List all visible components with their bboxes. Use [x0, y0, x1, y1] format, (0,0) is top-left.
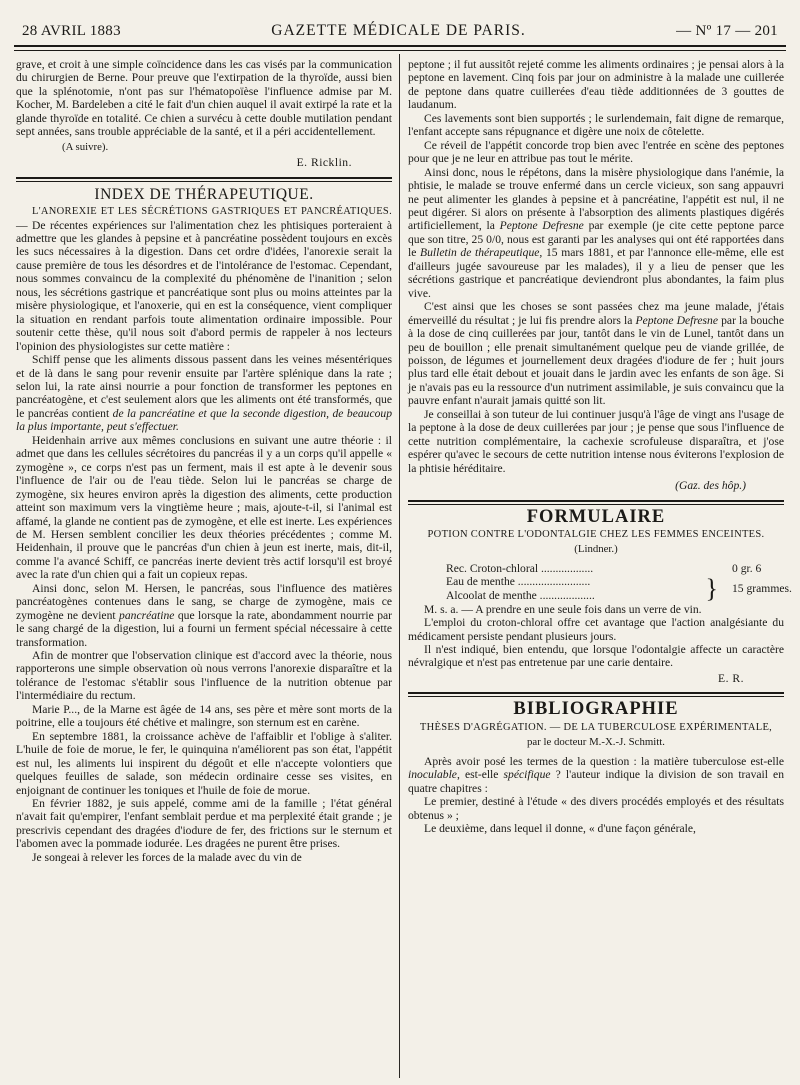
rx-quantity: 0 gr. 6	[732, 561, 762, 575]
source-citation: (Gaz. des hôp.)	[675, 479, 746, 493]
paragraph: Ces lavements sont bien supportés ; le surlendemain, fait digne de remarque, l'enfant accepte sans répugnance et digère une noix de côtelette.	[408, 111, 784, 139]
rx-ingredient: Alcoolat de menthe ...................	[446, 589, 595, 603]
header-date: 28 AVRIL 1883	[22, 23, 121, 39]
right-column	[408, 58, 792, 835]
section-separator-thin	[16, 181, 392, 182]
rx-ingredient: Rec. Croton-chloral ..................	[446, 561, 594, 575]
section-separator	[16, 177, 392, 179]
section-title-formulaire: FORMULAIRE	[526, 506, 666, 527]
rx-quantity: 15 grammes.	[732, 582, 792, 596]
newspaper-page	[14, 14, 792, 1078]
paragraph: Marie P..., de la Marne est âgée de 14 ans, ses père et mère sont morts de la poitrine, elle a toujours été chétive et malingre, son sternum est en carène.	[16, 702, 392, 730]
paragraph: C'est ainsi que les choses se sont passées chez ma jeune malade, j'étais émerveillé du résultat ; je lui fis prendre alors la Peptone Defresne par la bouche à la dose de cinq cuillerées par jour, tantôt dans le vin de Lunel, tantôt dans un peu de bouillon ; elle prenait simultanément quelque peu de viande grillée, de poisson, de légumes et journellement deux dragées d'iodure de fer ; huit jours plus tard elle était debout et jouait dans le jardin avec les enfants de son âge. Si je n'avais pas eu la ressource d'un nutriment assimilable, je suis convaincu que la pauvre enfant n'aurait jamais quitté son lit.	[408, 300, 784, 408]
paragraph: Ainsi donc, selon M. Hersen, le pancréas, sous l'influence des matières pancréatogènes contenues dans le sang, se charge de zymogène, mais ce zymogène ne devient pancréatine que lorsque la rate, abondamment nourrie par le sang chargé de la digestion, lui a fourni un ferment spécial nécessaire à cette transformation.	[16, 581, 393, 649]
formula-author: (Lindner.)	[574, 543, 618, 556]
paragraph: Après avoir posé les termes de la question : la matière tuberculose est-elle inoculable, est-elle spécifique ? l'auteur indique la division de son travail en quatre chapitres :	[408, 754, 784, 795]
paragraph: Ainsi donc, nous le répétons, dans la misère physiologique dans l'anémie, la phtisie, le malade se trouve enfermé dans un cercle vicieux, son sang appauvri ne peut alimenter les glandes à pepsine et à pancréatine, l'appétit est nul, il ne peut digérer. Si alors on présente à l'absorption des aliments plastiques digérés artificiellement, la Peptone Defresne par exemple (je cite cette peptone parce que son titre, 25 0/0, nous est garanti par les analyses qui ont été rapportées dans le Bulletin de thérapeutique, 15 mars 1881, et par l'annonce elle-même, elle est d'ailleurs jugée savoureuse par les malades), il y a lieu de penser que les sécrétions gastrique et pancréatique deviendront plus abondantes, la faim plus vive.	[408, 165, 784, 300]
paragraph: Je conseillai à son tuteur de lui continuer jusqu'à l'âge de vingt ans l'usage de la peptone à la dose de deux cuillerées par jour ; je pense que sous l'influence de cette nutrition complémentaire, la cachexie scrofuleuse disparaîtra, et j'ose espérer qu'avec le secours de cette nutrition intense nous éviterons l'explosion de la phtisie héréditaire.	[408, 407, 784, 475]
paragraph: M. s. a. — A prendre en une seule fois dans un verre de vin.	[424, 602, 702, 616]
paragraph: En février 1882, je suis appelé, comme ami de la famille ; l'état général n'avait fait qu'empirer, l'enfant semblait perdue et ma perplexité était grande ; je prescrivis cependant des dragées d'iodure de fer, des frictions sur le sternum et l'abomen avec la pommade iodurée. Les dragées ne purent être prises.	[16, 797, 392, 851]
paragraph: L'emploi du croton-chloral offre cet avantage que l'action analgésiante du médicament persiste pendant plusieurs jours.	[408, 616, 784, 643]
section-separator-thin	[408, 504, 784, 505]
paragraph: Schiff pense que les aliments dissous passent dans les veines mésentériques et de là dans le sang pour revenir ensuite par l'artère splénique dans la rate ; selon lui, la rate ainsi nourrie a pour fonction de transformer les peptones en pancréatogène, et c'est seulement alors que les aliments ont été transformés, que le pancréas contient de la pancréatine et que la seconde digestion, de beaucoup la plus importante, peut s'effectuer.	[16, 353, 392, 434]
column-divider	[399, 54, 400, 1078]
paragraph: peptone ; il fut aussitôt rejeté comme les aliments ordinaires ; je pensai alors à la peptone en lavement. Cinq fois par jour on administre à la malade une cuillerée de peptone dans quatre cuillerées d'eau tiède additionnées de 3 gouttes de laudanum.	[408, 58, 784, 112]
paragraph: Ce réveil de l'appétit concorde trop bien avec l'entrée en scène des peptones pour que je ne leur en attribue pas tout le mérite.	[408, 138, 784, 166]
journal-title: GAZETTE MÉDICALE DE PARIS.	[271, 22, 526, 39]
paragraph: grave, et croit à une simple coïncidence dans les cas visés par la communication du chirurgien de Berne. Pour preuve que l'extirpation de la thyroïde, aussi bien que la splénotomie, n'ont pas sur l'hématopoïèse l'influence admise par M. Kocher, M. Bardeleben a cité le fait d'un chien auquel il avait extirpé la rate et la glande thyroïde en totalité. Ce chien a survécu à cette double mutilation pendant sept années, sans trouble appréciable de la santé, et il a péri accidentellement.	[16, 58, 392, 139]
paragraph: Heidenhain arrive aux mêmes conclusions en suivant une autre théorie : il admet que dans les cellules sécrétoires du pancréas il y a un corps qu'il appelle « zymogène », ce corps n'est pas un ferment, mais il est apte à le devenir sous l'influence de l'air ou de l'eau tiède. Selon lui le pancréas se charge de zymogène, six heures environ après la digestion des aliments, cette production atteint son maximum vers la vingtième heure ; mais, ajoute-t-il, si l'animal est affamé, la glande ne contient pas de zymogène, et elle est inerte. Les expériences de M. Hersen semblent concilier les deux théories précédentes ; comme M. Heidenhain, il prouve que le pancréas d'un chien à jeun est inerte, mais, dit-il, comme l'a avancé Schiff, ce pancréas inerte devient très actif lorsqu'il est broyé avec la rate d'un chien qui a fait un copieux repas.	[16, 433, 392, 582]
paragraph: Il n'est indiqué, bien entendu, que lorsque l'odontalgie affecte un caractère névralgique et n'est pas entretenue par une carie dentaire.	[408, 643, 784, 670]
page-header	[14, 14, 786, 44]
author-signature: E. Ricklin.	[296, 156, 352, 170]
left-column	[16, 58, 392, 864]
header-rule-thin	[14, 50, 786, 51]
paragraph: En septembre 1881, la croissance achève de l'affaiblir et l'oblige à s'aliter. L'huile de foie de morue, le fer, le quinquina n'améliorent pas son état, l'appétit est nul, les aliments lui inspirent du dégoût et elle n'accepte volontiers que quelques feuilles de salade, son médecin ordinaire cesse ses visites, en enjoignant de continuer les toniques et l'huile de foie de morue.	[16, 729, 392, 797]
prescription-table	[446, 561, 792, 604]
issue-page-number: — Nº 17 — 201	[676, 23, 778, 39]
header-rule-thick	[14, 45, 786, 47]
formula-title: POTION CONTRE L'ODONTALGIE CHEZ LES FEMMES ENCEINTES.	[427, 528, 765, 540]
paragraph: Le premier, destiné à l'étude « des divers procédés employés et des résultats obtenus » ;	[408, 795, 784, 822]
paragraph: Afin de montrer que l'observation clinique est d'accord avec la théorie, nous rapporterons une simple observation où nous verrons l'anorexie disparaître et la tolérance de l'estomac s'établir sous l'influence de la nutrition obtenue par l'intermédiaire du rectum.	[16, 649, 392, 703]
section-separator	[408, 692, 784, 694]
author-signature: E. R.	[717, 671, 744, 685]
paragraph: Le deuxième, dans lequel il donne, « d'une façon générale,	[424, 821, 696, 835]
section-title-bibliographie: BIBLIOGRAPHIE	[513, 699, 679, 720]
rx-brace: }	[705, 574, 718, 604]
section-separator	[408, 500, 784, 502]
bibliography-heading: THÈSES D'AGRÉGATION. — DE LA TUBERCULOSE EXPÉRIMENTALE,	[419, 721, 773, 733]
bibliography-author: par le docteur M.-X.-J. Schmitt.	[527, 736, 665, 749]
paragraph: L'ANOREXIE ET LES SÉCRÉTIONS GASTRIQUES ET PANCRÉATIQUES. — De récentes expériences sur l'alimentation chez les phtisiques porteraient à admettre que les glandes à pepsine et à pancréatine possèdent toujours en excès les sucs nécessaires à la digestion. Dans cet ordre d'idées, l'anorexie serait la cause première de tous les désordres et de l'intolérance de l'estomac. Cependant, nous sommes convaincu de la complexité du phénomène de l'inanition ; selon nous, les sécrétions gastrique et pancréatique sont plus ou moins atteintes par la misère physiologique, et l'anoxerie, qui en est la conséquence, vient compliquer la situation en rendant parfois toute alimentation ordinaire impossible. Pour soutenir cette thèse, qu'il nous soit d'abord permis de rappeler à nos lecteurs l'opinion des physiologistes sur cette matière :	[16, 206, 392, 353]
paragraph: Je songeai à relever les forces de la malade avec du vin de	[32, 850, 302, 864]
continued-note: (A suivre).	[62, 140, 109, 153]
section-title-index: INDEX DE THÉRAPEUTIQUE.	[94, 185, 314, 203]
article-heading: L'ANOREXIE ET LES SÉCRÉTIONS GASTRIQUES ET PANCRÉATIQUES.	[32, 206, 392, 218]
section-separator-thin	[408, 696, 784, 697]
rx-ingredient: Eau de menthe .........................	[446, 575, 591, 589]
